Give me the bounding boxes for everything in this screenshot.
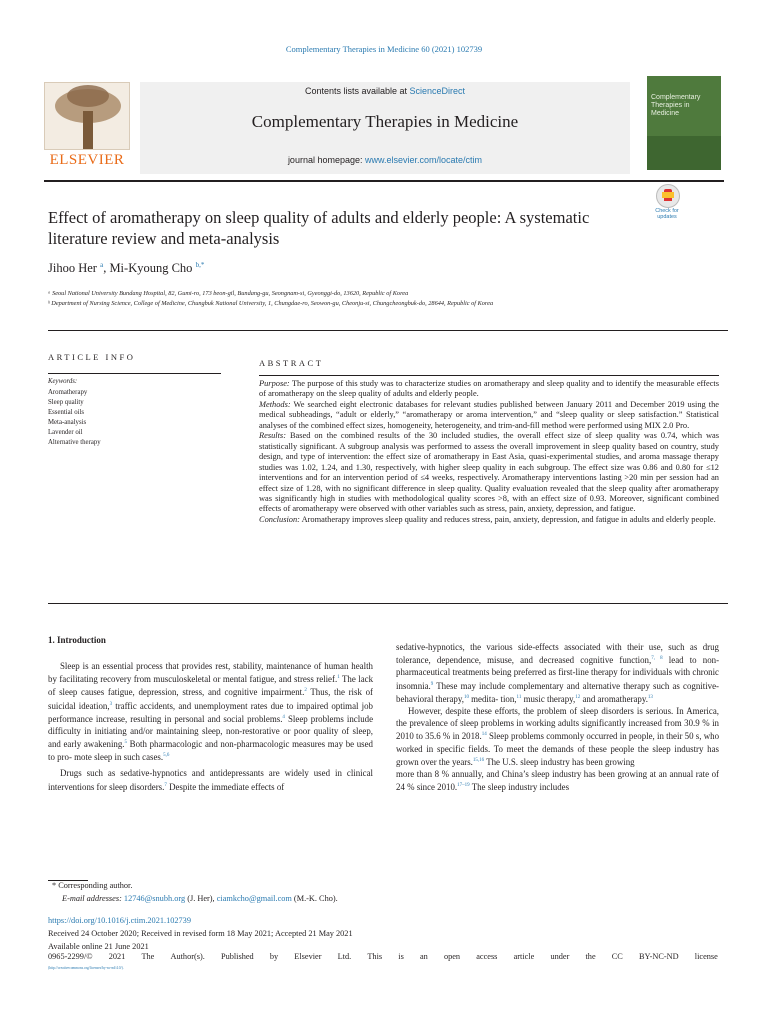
abstract-heading: ABSTRACT (259, 358, 324, 368)
citation-link[interactable]: 1 (337, 675, 340, 681)
abstract-bottom-divider (48, 603, 728, 604)
body-paragraph (396, 705, 719, 768)
license-word: CC (611, 952, 623, 961)
body-text: more than 8 % annually, and China’s sleep industry has been growing at an annual rate of 24 % since 2010. (396, 768, 719, 793)
citation-link[interactable]: 13 (647, 694, 653, 700)
available-online-date: Available online 21 June 2021 (48, 942, 149, 951)
body-text: However, despite these efforts, the problem of sleep disorders is serious. In America, the prevalence of sleep problems in working adults significantly increased from 30.9 % in 2010 to 35.6 % in 2018. (396, 705, 719, 742)
citation-link[interactable]: 5,6 (163, 753, 170, 759)
citation-link[interactable]: 7 (164, 782, 167, 788)
author-list (48, 261, 204, 276)
email-label: E-mail addresses: (62, 894, 122, 903)
body-text: Despite the immediate effects of (166, 781, 285, 792)
citation-link[interactable]: 3 (109, 701, 113, 707)
body-paragraph (396, 641, 719, 705)
section-heading-introduction: 1. Introduction (48, 635, 106, 645)
affiliation-marker[interactable]: a (100, 261, 104, 269)
body-paragraph (48, 660, 373, 763)
section-divider (48, 330, 728, 331)
abstract-results (259, 431, 719, 515)
abstract-purpose (259, 379, 719, 400)
abstract-text: We searched eight electronic databases for relevant studies published between January 2011 and December 2019 using the medical subheadings, “adult or elderly,” “aromatherapy or aroma intervention,” and “sleep quality or sleep satisfaction.” Statistical analyses of the combined effect sizes, homogeneity, heterogeneity, and trim-and-fill method were performed using MIX 2.0 Pro. (259, 399, 719, 430)
body-text: Both pharmacologic and non-pharmacologic measures may be used to pro- mote sleep in such cases. (48, 739, 373, 763)
license-word: 0965-2299/© (48, 952, 93, 961)
article-title: Effect of aromatherapy on sleep quality of adults and elderly people: A systematic literature review and meta-analysis (48, 208, 590, 248)
article-info-heading: ARTICLE INFO (48, 352, 136, 362)
keyword-item: Essential oils (48, 408, 85, 416)
journal-title: Complementary Therapies in Medicine (251, 112, 519, 131)
body-text: lead to non-pharmaceutical treatments being preferred as first-line therapy for individuals with chronic insomnia. (396, 655, 720, 691)
email-link[interactable]: ciamkcho@gmail.com (216, 894, 292, 903)
citation-link[interactable]: 5 (124, 740, 128, 746)
body-text: sedative-hypnotics, the various side-effects associated with their use, such as drug tolerance, dependence, misuse, and decreased cognitive function, (396, 642, 719, 666)
license-link[interactable]: (http://creativecommons.org/licenses/by-nc-nd/4.0/). (48, 966, 124, 970)
body-text: medita- tion, (468, 693, 517, 704)
body-text: Sleep problems include difficulty in initiating and/or maintaining sleep, non-restorative or poor quality of sleep, and early awakening. (48, 713, 374, 750)
license-word: The (141, 952, 155, 961)
license-word: 2021 (108, 952, 126, 961)
citation-link[interactable]: 14 (481, 732, 487, 738)
keyword-item: Meta-analysis (48, 418, 87, 426)
keyword-item: Alternative therapy (48, 438, 101, 446)
affiliation-b: ᵇ Department of Nursing Science, College of Medicine, Chungbuk National University, 1, Chungdae-ro, Seowon-gu, Cheonju-si, Chungcheongbuk-do, 28644, Republic of Korea (48, 300, 494, 307)
abstract-text: The purpose of this study was to characterize studies on aromatherapy and sleep quality and to identify the measurable effects of aromatherapy on the sleep quality of adults and elderly people. (259, 379, 719, 399)
keyword-list (48, 388, 101, 447)
license-statement (48, 952, 718, 961)
affiliation-marker[interactable]: b,* (195, 261, 205, 269)
license-word: This (367, 952, 383, 961)
license-word: article (513, 952, 535, 961)
citation-link[interactable]: 2 (304, 688, 307, 694)
body-text: Thus, the risk of suicidal ideation, (48, 687, 373, 711)
body-text: music therapy, (521, 693, 576, 704)
doi-link[interactable]: https://doi.org/10.1016/j.ctim.2021.102739 (48, 916, 191, 925)
author-separator: , (103, 261, 110, 276)
email-addresses (62, 894, 338, 903)
check-updates-label: Check for updates (655, 208, 679, 220)
abstract-text: Based on the combined results of the 30 included studies, the overall effect size of sleep quality was 0.74, which was statistically significant. A subgroup analysis was performed to assess the overall improvement in sleep quality based on country, study design, and type of intervention: the effect size of aromatherapy in East Asia, quasi-experimental studies, and aroma massage therapy studies was 1.02, 1.24, and 1.30, respectively, with higher sleep quality in each subgroup. The effect size was 0.86 and 0.80 for ≤12 interventions and for an intervention period of ≤4 weeks, respectively. Aromatherapy interventions lasting >20 min per session had an effect size of 1.28, with no significant difference in sleep quality. Quality evaluation revealed that the sleep quality after aromatherapy was significantly high in studies with methodological quality scores >8, with an effect size of 0.93. Moreover, significant combined effects of aromatherapy were observed with other variables such as stress, pain, anxiety, depression, and fatigue. (259, 431, 719, 514)
body-paragraph (48, 767, 373, 792)
affiliation-a: ᵃ Seoul National University Bundang Hospital, 82, Gumi-ro, 173 beon-gil, Bundang-gu, Seongnam-si, Gyeonggi-do, 13620, Republic of Korea (48, 290, 409, 297)
author-name: Jihoo Her (48, 261, 97, 276)
email-owner: (M.-K. Cho). (291, 894, 338, 903)
abstract-label: Purpose: (259, 379, 290, 388)
abstract-methods (259, 400, 719, 431)
cover-title: Complementary Therapies in Medicine (651, 94, 701, 117)
body-text: Sleep problems commonly occurred in people, in their 50 s, who worked in specific fields. To meet the demands of these people the sleep industry has grown over the years. (396, 731, 720, 767)
keywords-label: Keywords: (48, 378, 78, 385)
abstract-label: Conclusion: (259, 514, 300, 524)
abstract-label: Results: (259, 431, 286, 441)
body-text: Drugs such as sedative-hypnotics and antidepressants are widely used in clinical interventions for sleep disorders. (48, 768, 373, 792)
corresponding-author-note: * Corresponding author. (52, 881, 133, 890)
license-word: Author(s). (170, 952, 205, 961)
abstract-divider (259, 375, 719, 376)
author-name: Mi-Kyoung Cho (109, 261, 193, 276)
check-updates-icon (656, 184, 680, 208)
license-word: access (476, 952, 498, 961)
sciencedirect-link[interactable]: ScienceDirect (409, 86, 466, 96)
email-link[interactable]: 12746@snubh.org (123, 894, 186, 903)
email-owner: (J. Her), (185, 894, 217, 903)
license-word: is (398, 952, 404, 961)
citation-link[interactable]: 7, 8 (651, 656, 663, 662)
license-word: by (269, 952, 279, 961)
received-dates: Received 24 October 2020; Received in revised form 18 May 2021; Accepted 21 May 2021 (48, 929, 353, 938)
elsevier-wordmark: ELSEVIER (49, 152, 125, 168)
license-word: an (419, 952, 428, 961)
journal-homepage-line (140, 155, 630, 165)
citation-link[interactable]: 10 (463, 694, 469, 700)
body-text: Sleep is an essential process that provides rest, stability, maintenance of human health by facilitating recovery from musculoskeletal or mental fatigue, and stress relief. (48, 661, 373, 685)
homepage-link[interactable]: www.elsevier.com/locate/ctim (365, 155, 483, 165)
body-text: The lack of sleep causes fatigue, depression, stress, and cognitive impairment. (48, 674, 374, 698)
abstract-label: Methods: (259, 399, 291, 409)
citation-link[interactable]: 4 (282, 714, 285, 720)
contents-line (140, 86, 630, 96)
body-text: The sleep industry includes (469, 782, 570, 793)
body-text: traffic accidents, and unemployment rates due to impaired optimal job performance increase, resulting in personal and social problems. (48, 700, 373, 724)
body-column-left (48, 660, 373, 793)
abstract-conclusion (259, 515, 719, 525)
license-word: Elsevier (294, 952, 322, 961)
license-word: under (550, 952, 570, 961)
citation-link[interactable]: 9 (430, 681, 434, 687)
citation-link[interactable]: 12 (575, 694, 581, 700)
citation-link[interactable]: 17–19 (457, 783, 470, 789)
journal-cover-thumbnail[interactable] (647, 76, 721, 170)
contents-prefix: Contents lists available at (304, 86, 410, 96)
keyword-item: Sleep quality (48, 398, 84, 406)
body-paragraph (396, 768, 719, 793)
license-word: license (694, 952, 718, 961)
license-word: BY-NC-ND (638, 952, 679, 961)
citation-link[interactable]: 11 (516, 694, 522, 700)
check-for-updates-badge[interactable] (647, 184, 687, 224)
keyword-item: Aromatherapy (48, 389, 88, 396)
keyword-item: Lavender oil (48, 428, 83, 436)
body-text: These may include complementary and alternative therapy such as cognitive-behavioral therapy, (396, 680, 719, 704)
license-word: the (585, 952, 596, 961)
license-word: Published (220, 952, 254, 961)
journal-reference-link[interactable]: Complementary Therapies in Medicine 60 (2021) 102739 (285, 44, 483, 54)
body-text: and aromatherapy. (580, 693, 648, 704)
license-word: Ltd. (337, 952, 352, 961)
article-info-divider (48, 373, 221, 374)
homepage-label: journal homepage: (287, 155, 365, 165)
license-word: open (443, 952, 461, 961)
body-column-right (396, 641, 719, 793)
abstract-text: Aromatherapy improves sleep quality and reduces stress, pain, anxiety, depression, and fatigue in adults and elderly people. (299, 514, 716, 524)
abstract-body (259, 379, 719, 525)
header-divider (44, 180, 724, 182)
citation-link[interactable]: 15,16 (472, 757, 485, 763)
body-text: The U.S. sleep industry has been growing (484, 756, 635, 767)
